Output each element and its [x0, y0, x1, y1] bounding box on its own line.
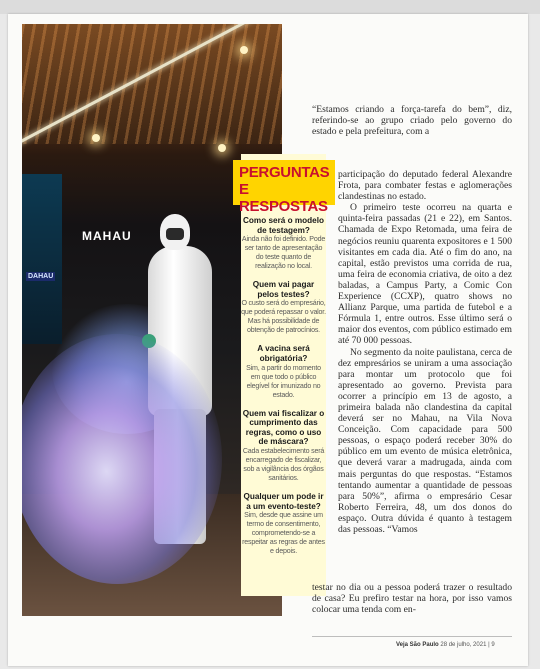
- qa-answer: O custo será do empresário, que poderá repassar o valor. Mas há possibilidade de obtenção de patrocínios.: [241, 299, 326, 335]
- page-footer: [396, 642, 495, 648]
- paragraph: participação do deputado federal Alexandre Frota, para combater festas e aglomerações clandestinas no estado.: [338, 169, 512, 203]
- wood-ceiling: [22, 24, 282, 144]
- qa-question: Como será o modelo de testagem?: [243, 216, 324, 235]
- qa-title-line2: E RESPOSTAS: [239, 181, 328, 215]
- qa-answer: Cada estabelecimento será encarregado de fiscalizar, sob a vigilância dos órgãos sanitários.: [242, 446, 325, 482]
- venue-sign: MAHAU: [82, 229, 132, 243]
- qa-title-line1: PERGUNTAS: [239, 164, 330, 181]
- qa-question: Quem vai fiscalizar o cumprimento das regras, como o uso de máscara?: [242, 408, 325, 447]
- ceiling-light: [240, 46, 248, 54]
- article-text-top: [312, 104, 512, 137]
- magazine-page: [8, 14, 528, 666]
- qa-answer: Ainda não foi definido. Pode ser tanto de apresentação do teste quanto de realização no local.: [241, 235, 326, 271]
- ceiling-light: [218, 144, 226, 152]
- qa-question: Quem vai pagar pelos testes?: [252, 280, 315, 299]
- qa-list: [241, 216, 326, 565]
- qa-item: [241, 280, 326, 335]
- qa-answer: Sim, desde que assine um termo de consentimento, comprometendo-se a respeitar as regras de antes e depois.: [242, 511, 325, 556]
- top-bar: [0, 0, 540, 14]
- qa-answer: Sim, a partir do momento em que todo o público elegível for imunizado no estado.: [246, 363, 321, 399]
- qa-item: [241, 409, 326, 483]
- paragraph: No segmento da noite paulistana, cerca de dez empresários se uniram a uma associação para montar um protocolo que foi apresentado ao governo. Prevista para ocorrer a princípio em 13 de agosto, a primeira balada não clandestina da capital deverá ser no Mahau, na Vila Nova Conceição. Com capacidade para 500 pessoas, o espaço poderá receber 30% do público em um evento de música eletrônica, que deverá varar a madrugada, ainda com mais perguntas do que respostas. “Estamos tentando aumentar a quantidade de pessoas para 50%”, afirma o empresário Cesar Roberto Ferreira, 48, um dos donos do espaço. Outra dúvida é quanto à testagem das pessoas. “Vamos: [338, 346, 512, 535]
- small-sign: DAHAU: [28, 273, 54, 280]
- qa-item: [241, 216, 326, 271]
- issue-date: 28 de julho, 2021: [440, 642, 487, 648]
- respirator-mask: [166, 228, 184, 240]
- ceiling-light: [92, 134, 100, 142]
- qa-question: Qualquer um pode ir a um evento-teste?: [243, 491, 324, 511]
- page-number: 9: [491, 642, 495, 648]
- qa-question: A vacina será obrigatória?: [257, 344, 310, 363]
- page-separator: |: [488, 642, 492, 648]
- blue-wall: [22, 174, 62, 344]
- paragraph: “Estamos criando a força-tarefa do bem”, diz, referindo-se ao grupo criado pelo governo do estado e pela prefeitura, com a: [312, 104, 512, 138]
- qa-item: [241, 492, 326, 556]
- qa-sidebar-title: [233, 160, 335, 215]
- qa-item: [241, 344, 326, 399]
- magazine-name: Veja São Paulo: [396, 642, 439, 648]
- paragraph: testar no dia ou a pessoa poderá trazer o resultado de casa? Eu prefiro testar na hora, por isso vamos colocar uma tenda com en-: [312, 582, 512, 616]
- article-text-bottom: [312, 582, 512, 615]
- article-text-column: [338, 169, 512, 535]
- footer-divider: [312, 636, 512, 637]
- paragraph: O primeiro teste ocorreu na quarta e quinta-feira passadas (21 e 22), em Santos. Chamada de Expo Retomada, uma feira de negócios reuniu quarenta expositores e 1 500 visitantes em cada dia. Até o fim do ano, na capital, estão previstos uma corrida de rua, uma feira de economia criativa, de oito a dez baladas, a Campus Party, a Comic Con Experience (CCXP), quatro shows no Allianz Parque, uma partida de futebol e a Fórmula 1, entre outros. Esse último será o maior dos eventos, com público estimado em até 70 000 pessoas.: [338, 202, 512, 347]
